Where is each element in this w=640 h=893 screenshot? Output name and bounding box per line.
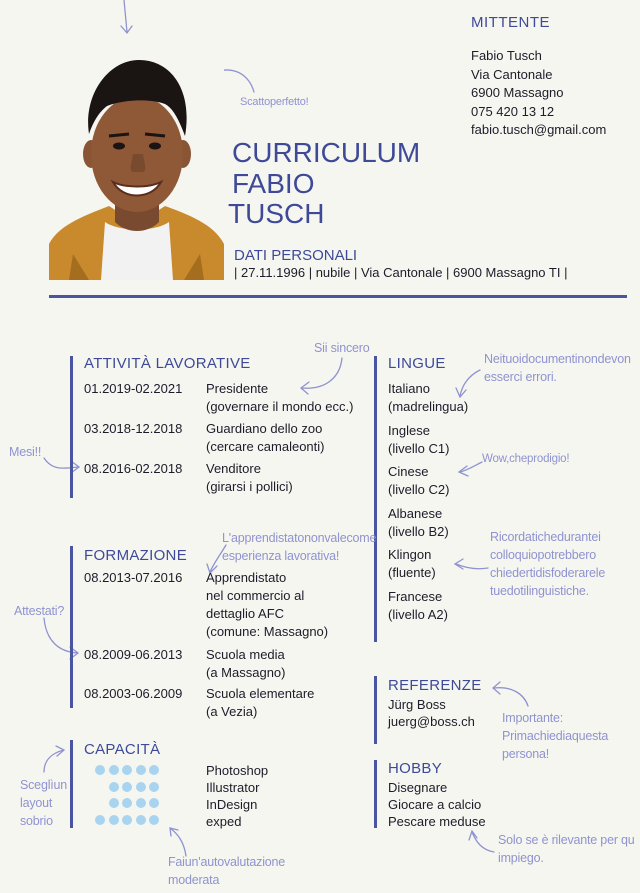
arrow-wow xyxy=(459,462,482,476)
arrow-interview xyxy=(455,559,488,569)
skill-dot xyxy=(122,782,132,792)
personal-details: | 27.11.1996 | nubile | Via Cantonale | 6900 Massagno TI | xyxy=(234,265,568,280)
skill-dot xyxy=(109,765,119,775)
education-bar xyxy=(70,546,73,708)
arrow-top xyxy=(121,0,132,33)
skill-dot xyxy=(109,782,119,792)
personal-heading: DATI PERSONALI xyxy=(234,247,358,264)
skills-bar xyxy=(70,740,73,828)
note-self-eval: Faiun'autovalutazione moderata xyxy=(168,855,286,887)
language-item: Francese (livello A2) xyxy=(388,589,448,622)
skill-level-dots xyxy=(95,765,175,829)
skill-item: InDesign xyxy=(206,797,258,812)
skill-dot xyxy=(109,815,119,825)
skill-item: exped xyxy=(206,814,242,829)
note-certificates: Attestati? xyxy=(14,604,65,618)
language-item: Inglese (livello C1) xyxy=(388,423,450,456)
work-bar xyxy=(70,356,73,498)
work-heading: ATTIVITÀ LAVORATIVE xyxy=(84,355,251,372)
skill-item: Photoshop xyxy=(206,763,269,778)
skill-dot xyxy=(122,815,132,825)
hobby-item: Disegnare xyxy=(388,780,448,795)
hobbies-bar xyxy=(374,760,377,828)
title-curriculum: CURRICULUM xyxy=(232,137,421,168)
note-sincere: Sii sincero xyxy=(314,341,370,355)
arrow-layout xyxy=(44,746,64,772)
note-relevant: Solo se è rilevante per qu impiego. xyxy=(498,833,635,865)
note-apprenticeship: L'apprendistatononvalecome esperienza lavorativa! xyxy=(222,531,377,563)
work-date: 03.2018-12.2018 xyxy=(84,421,183,436)
work-desc: Guardiano dello zoo (cercare camaleonti) xyxy=(206,421,325,454)
sender-block xyxy=(471,47,606,140)
skill-dot xyxy=(136,815,146,825)
skill-dot xyxy=(122,765,132,775)
sender-heading: MITTENTE xyxy=(471,14,550,31)
education-desc: Scuola elementare (a Vezia) xyxy=(206,686,315,719)
sender-email[interactable]: fabio.tusch@gmail.com xyxy=(471,122,607,137)
skill-dot xyxy=(136,798,146,808)
work-desc: Venditore (girarsi i pollici) xyxy=(206,461,293,494)
work-date: 08.2016-02.2018 xyxy=(84,461,183,476)
skills-heading: CAPACITÀ xyxy=(84,741,161,758)
language-item: Klingon (fluente) xyxy=(388,547,436,580)
education-heading: FORMAZIONE xyxy=(84,547,187,564)
skill-dot xyxy=(149,782,159,792)
skill-dot xyxy=(149,815,159,825)
references-heading: REFERENZE xyxy=(388,677,482,694)
education-date: 08.2003-06.2009 xyxy=(84,686,183,701)
skill-dot xyxy=(136,782,146,792)
note-layout: Sceglìun layout sobrio xyxy=(20,778,68,828)
skill-item: Illustrator xyxy=(206,780,260,795)
skill-dot xyxy=(122,798,132,808)
hobby-item: Giocare a calcio xyxy=(388,797,482,812)
language-item: Albanese (livello B2) xyxy=(388,506,449,539)
hobbies-heading: HOBBY xyxy=(388,760,443,777)
work-desc: Presidente (governare il mondo ecc.) xyxy=(206,381,354,414)
title-last-name: TUSCH xyxy=(228,198,325,229)
hobby-item: Pescare meduse xyxy=(388,814,486,829)
header-divider xyxy=(49,295,627,298)
arrow-self-eval xyxy=(170,828,186,856)
education-date: 08.2009-06.2013 xyxy=(84,647,183,662)
language-item: Cinese (livello C2) xyxy=(388,464,450,497)
skill-dot xyxy=(149,798,159,808)
sender-name: Fabio Tusch xyxy=(471,48,542,63)
skill-dot xyxy=(149,765,159,775)
arrow-important xyxy=(493,682,528,706)
sender-phone: 075 420 13 12 xyxy=(471,103,555,119)
language-item: Italiano (madrelingua) xyxy=(388,381,469,414)
note-important: Importante: Primachiediaquesta persona! xyxy=(502,711,609,761)
title-first-name: FABIO xyxy=(232,168,315,199)
skill-dot xyxy=(95,815,105,825)
work-date: 01.2019-02.2021 xyxy=(84,381,183,396)
arrow-relevant xyxy=(469,831,494,852)
skill-dot xyxy=(109,798,119,808)
reference-name: Jürg Boss xyxy=(388,697,446,712)
arrow-months xyxy=(44,458,79,473)
languages-heading: LINGUE xyxy=(388,355,446,372)
note-months: Mesi!! xyxy=(9,445,42,459)
note-wow: Wow,cheprodigio! xyxy=(482,453,570,465)
education-desc: Apprendistato nel commercio al dettaglio AFC (comune: Massagno) xyxy=(206,570,329,639)
education-desc: Scuola media (a Massagno) xyxy=(206,647,286,680)
note-photo: Scattoperfetto! xyxy=(240,96,309,108)
sender-street: Via Cantonale xyxy=(471,66,553,82)
education-date: 08.2013-07.2016 xyxy=(84,570,183,585)
skill-dot xyxy=(95,765,105,775)
portrait-illustration xyxy=(49,54,224,280)
profile-photo xyxy=(49,54,224,280)
note-errors: Neituoidocumentinondevon esserci errori. xyxy=(484,352,631,384)
sender-city: 6900 Massagno xyxy=(471,85,564,100)
skill-dot xyxy=(136,765,146,775)
note-interview: Ricordatichedurantei colloquiopotrebbero chiedertidisfoderarele tuedotilinguistiche. xyxy=(490,530,606,598)
reference-email[interactable]: juerg@boss.ch xyxy=(388,714,475,729)
